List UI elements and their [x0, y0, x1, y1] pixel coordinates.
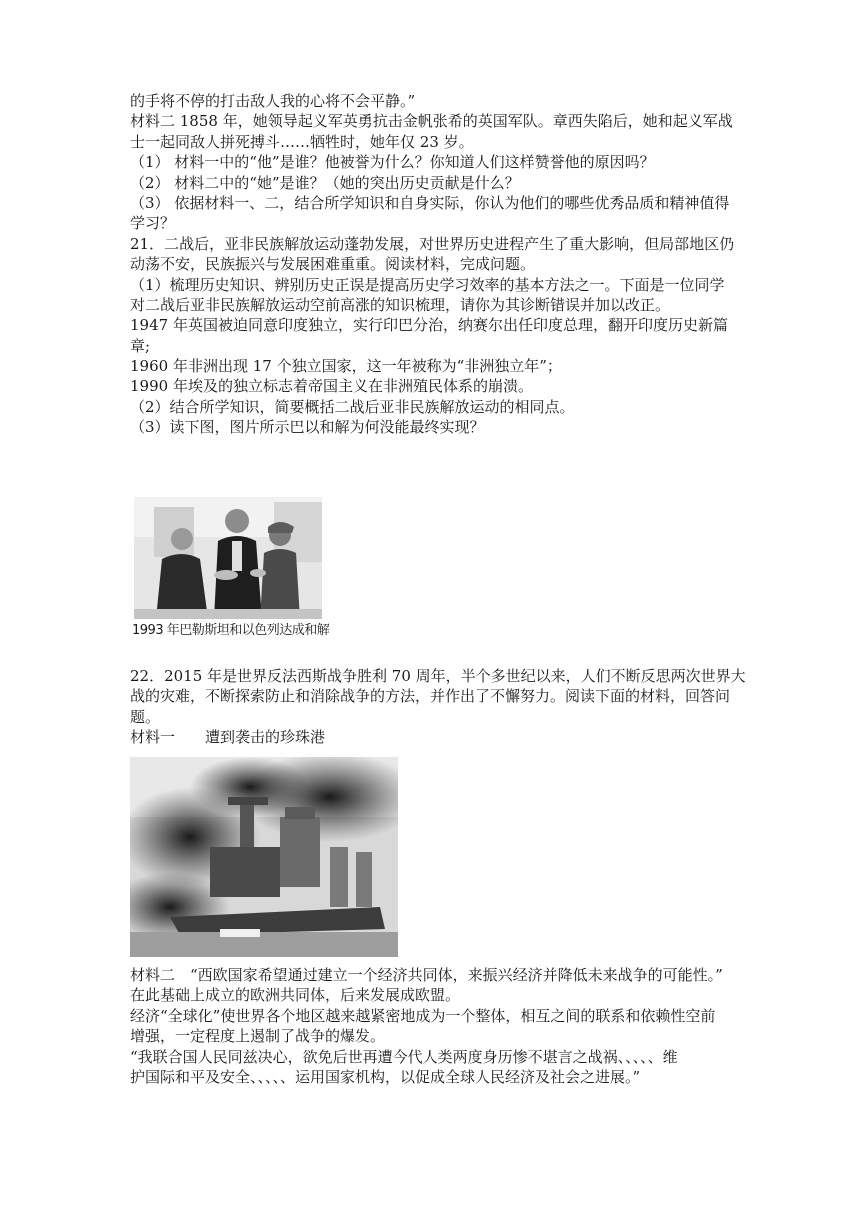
text-line: （1） 材料一中的“他”是谁？他被誉为什么？你知道人们这样赞誉他的原因吗？ — [130, 153, 655, 172]
text-line: 1960 年非洲出现 17 个独立国家，这一年被称为“非洲独立年”； — [130, 357, 562, 376]
text-line: 学习？ — [130, 214, 176, 233]
text-line: “我联合国人民同兹决心，欲免后世再遭今代人类两度身历惨不堪言之战祸、、、、、维 — [130, 1047, 678, 1066]
text-line: （2）结合所学知识，简要概括二战后亚非民族解放运动的相同点。 — [130, 397, 575, 416]
text-line: （2） 材料二中的“她”是谁？（她的突出历史贡献是什么？ — [130, 173, 520, 192]
text-line: 22．2015 年是世界反法西斯战争胜利 70 周年，半个多世纪以来，人们不断反思两次世界大 — [130, 667, 746, 685]
text-line: 经济“全球化”使世界各个地区越来越紧密地成为一个整体，相互之间的联系和依赖性空前 — [130, 1006, 716, 1025]
text-line: 材料二 1858 年，她领导起义军英勇抗击金帆张希的英国军队。章西失陷后，她和起义军战 — [130, 112, 733, 131]
text-line: 士一起同敌人拼死搏斗……牺牲时，她年仅 23 岁。 — [130, 132, 474, 151]
text-line: 护国际和平及安全、、、、、运用国家机构，以促成全球人民经济及社会之进展。” — [130, 1067, 641, 1086]
text-block-material-2 — [130, 965, 723, 1087]
text-line: 题。 — [130, 707, 161, 726]
text-line: （3） 依据材料一、二，结合所学知识和自身实际，你认为他们的哪些优秀品质和精神值得 — [130, 193, 730, 212]
photo-caption: 1993 年巴勒斯坦和以色列达成和解 — [132, 623, 330, 638]
handshake-photo — [134, 497, 322, 619]
text-line: 在此基础上成立的欧洲共同体，后来发展成欧盟。 — [130, 986, 461, 1005]
text-line: 动荡不安，民族振兴与发展困难重重。阅读材料，完成问题。 — [130, 255, 536, 274]
text-line: （3）读下图，图片所示巴以和解为何没能最终实现？ — [130, 418, 485, 437]
text-line: （1）梳理历史知识、辨别历史正误是提高历史学习效率的基本方法之一。下面是一位同学 — [130, 275, 725, 294]
text-block-question-22 — [130, 666, 746, 748]
text-line: 1990 年埃及的独立标志着帝国主义在非洲殖民体系的崩溃。 — [130, 377, 533, 396]
text-line: 对二战后亚非民族解放运动空前高涨的知识梳理，请你为其诊断错误并加以改正。 — [130, 295, 671, 314]
pearl-harbor-photo — [130, 757, 398, 957]
text-line: 的手将不停的打击敌人我的心将不会平静。” — [130, 92, 416, 110]
text-line: 材料一 遭到袭击的珍珠港 — [130, 728, 326, 747]
text-line: 战的灾难，不断探索防止和消除战争的方法，并作出了不懈努力。阅读下面的材料，回答问 — [130, 687, 731, 706]
text-line: 增强，一定程度上遏制了战争的爆发。 — [130, 1027, 386, 1046]
text-line: 材料二 “西欧国家希望通过建立一个经济共同体，来振兴经济并降低未来战争的可能性。” — [130, 966, 723, 984]
text-line: 章; — [130, 336, 151, 355]
text-line: 21．二战后，亚非民族解放运动蓬勃发展，对世界历史进程产生了重大影响，但局部地区仍 — [130, 234, 735, 253]
text-line: 1947 年英国被迫同意印度独立，实行印巴分治，纳赛尔出任印度总理，翻开印度历史新篇 — [130, 316, 728, 335]
text-block-questions-20-21 — [130, 91, 734, 438]
